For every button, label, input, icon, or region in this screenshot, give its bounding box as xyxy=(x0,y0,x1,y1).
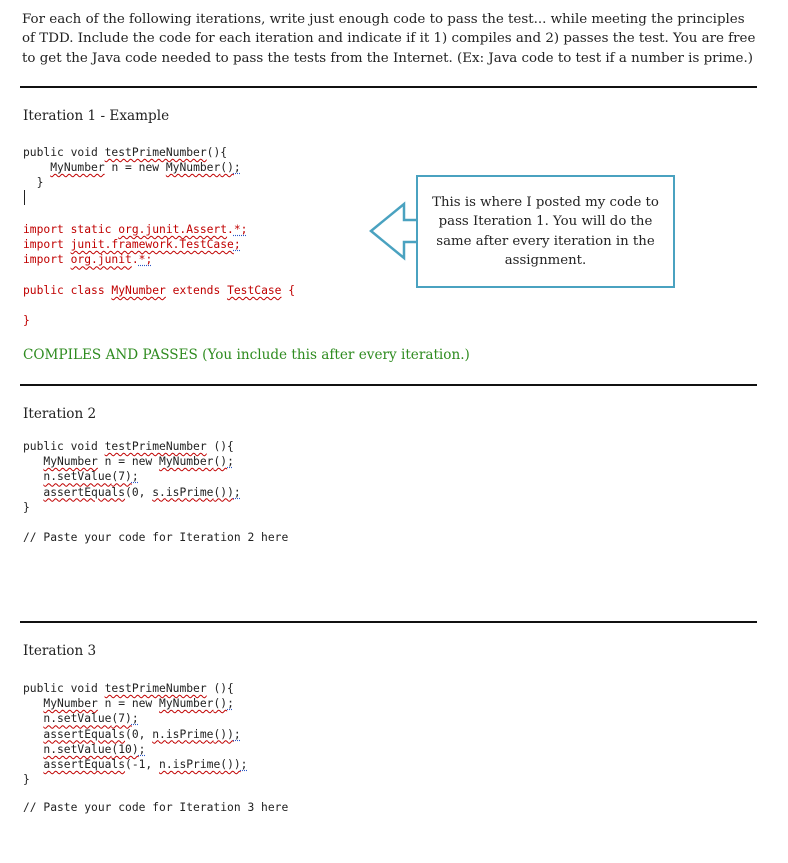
iteration-1-status: COMPILES AND PASSES (You include this after every iteration.) xyxy=(23,347,470,363)
callout-arrow-icon xyxy=(366,200,422,262)
text-cursor xyxy=(24,190,25,205)
callout-note xyxy=(416,175,675,288)
iteration-2-test-code: public void testPrimeNumber (){ MyNumber n = new MyNumber(); n.setValue(7); assertEquals(0, s.isPrime()); } xyxy=(23,440,241,514)
iteration-3-heading: Iteration 3 xyxy=(23,643,97,659)
section-divider xyxy=(20,86,757,88)
iteration-1-heading: Iteration 1 - Example xyxy=(23,108,170,124)
section-divider xyxy=(20,621,757,623)
assignment-instructions: For each of the following iterations, write just enough code to pass the test... while meeting the principles of TDD. Include the code for each iteration and indicate if it 1) compiles and 2) passes the test. You are free to get the Java code needed to pass the tests from the Internet. (Ex: Java code to test if a number is prime.) xyxy=(22,12,756,66)
iteration-2-heading: Iteration 2 xyxy=(23,406,97,422)
iteration-2-answer-placeholder[interactable]: // Paste your code for Iteration 2 here xyxy=(23,531,289,544)
iteration-1-class-declaration: public class MyNumber extends TestCase { } xyxy=(23,284,296,328)
iteration-1-imports: import static org.junit.Assert.*; import junit.framework.TestCase; import org.junit.*; xyxy=(23,223,248,267)
callout-text: This is where I posted my code to pass Iteration 1. You will do the same after every iteration in the assignment. xyxy=(432,195,659,268)
iteration-3-test-code: public void testPrimeNumber (){ MyNumber n = new MyNumber(); n.setValue(7); assertEquals(0, n.isPrime()); n.setValue(10); assertEquals(-1, n.isPrime()); } xyxy=(23,682,248,787)
iteration-3-answer-placeholder[interactable]: // Paste your code for Iteration 3 here xyxy=(23,801,289,814)
iteration-1-test-code: public void testPrimeNumber(){ MyNumber n = new MyNumber(); } xyxy=(23,146,241,190)
section-divider xyxy=(20,384,757,386)
